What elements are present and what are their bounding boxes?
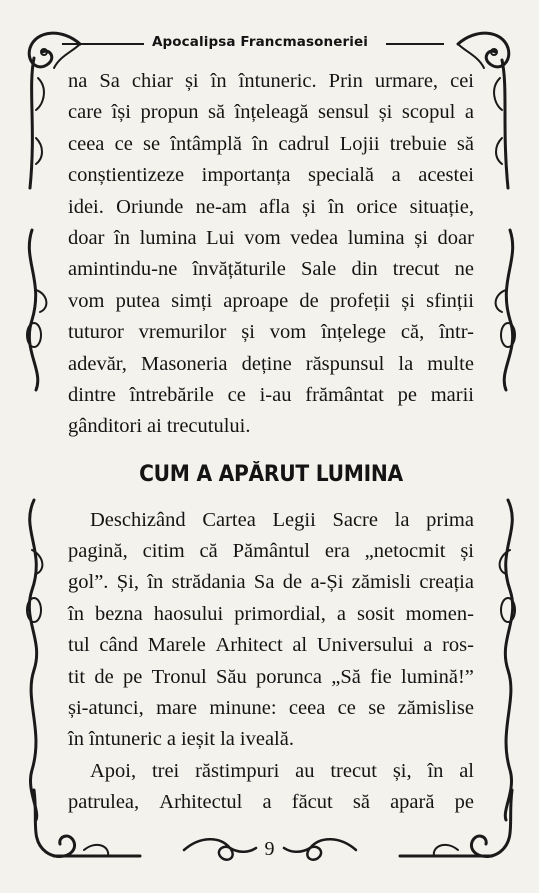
text-line [68, 286, 474, 317]
word: să [207, 101, 226, 124]
word: și [302, 195, 316, 218]
word: își [111, 101, 131, 124]
text-line [68, 192, 474, 223]
word: în [210, 70, 227, 92]
word: primordial, [234, 602, 326, 625]
text-line [68, 787, 474, 818]
word: răspunsul [305, 352, 385, 375]
word: când [99, 634, 139, 657]
word: a [464, 101, 474, 124]
paragraph-3 [68, 756, 474, 819]
word: Marele [147, 634, 206, 657]
word: minune: [209, 697, 277, 720]
word: Lojii [339, 132, 380, 155]
word: na [68, 70, 88, 92]
word: amintindu-ne [68, 258, 178, 281]
word: și [414, 226, 428, 249]
word: înțeleagă [234, 101, 309, 124]
word: al [292, 634, 308, 657]
word: pe [397, 383, 417, 406]
word: în [252, 132, 269, 155]
word: au [295, 759, 315, 782]
word: sensul [317, 101, 370, 124]
word: a-Și [310, 571, 344, 594]
word: marii [430, 383, 474, 406]
word: de [94, 665, 114, 688]
word: se [142, 132, 161, 155]
word: întrebările [129, 383, 214, 406]
word: răstimpuri [195, 759, 280, 782]
word: specială [308, 164, 375, 187]
word: și-atunci, [68, 697, 144, 720]
word: trebuie [389, 132, 447, 155]
word: ce [227, 383, 246, 406]
word: a [423, 634, 433, 657]
word: care [68, 101, 103, 124]
word: doar [437, 226, 474, 249]
word: afla [259, 195, 290, 218]
word: creația [419, 571, 474, 594]
word: apară [390, 791, 435, 814]
word: în [147, 571, 164, 594]
word: mare [156, 697, 198, 720]
word: și [241, 321, 255, 344]
word: porunca [255, 665, 322, 688]
word: în [68, 728, 84, 751]
word: a [336, 602, 346, 625]
paragraph-1 [68, 66, 474, 443]
word: importanța [201, 164, 291, 187]
scroll-ornament-left [10, 230, 60, 820]
word: „netocmit [364, 540, 446, 563]
word: vremurilor [138, 321, 227, 344]
word: urmare, [374, 70, 439, 92]
word: se [368, 697, 386, 720]
word: era [324, 540, 350, 563]
text-line [68, 380, 474, 411]
word: tul [68, 634, 90, 657]
word: înțelege [321, 321, 386, 344]
text-line [68, 254, 474, 285]
word: făcut [291, 791, 333, 814]
word: să [352, 791, 370, 814]
word: cadrul [278, 132, 330, 155]
word: „Să [331, 665, 361, 688]
word: la [394, 508, 410, 531]
body-text [68, 66, 474, 819]
word: situație, [409, 195, 474, 218]
word: pe [454, 791, 474, 814]
word: de [299, 289, 319, 312]
word: ieșit [180, 728, 216, 751]
word: zămislise [397, 697, 474, 720]
word: vom [68, 289, 105, 312]
word: din [351, 258, 378, 281]
word: să [456, 132, 474, 155]
word: în [427, 759, 444, 782]
word: orice [356, 195, 398, 218]
text-line [68, 411, 474, 442]
word: trecutului. [166, 415, 251, 438]
word: doar [68, 226, 105, 249]
word: și [184, 70, 199, 92]
text-line [68, 536, 474, 567]
word: bezna [94, 602, 143, 625]
text-line [68, 662, 474, 693]
word: Sale [300, 258, 337, 281]
word: tuturor [68, 321, 124, 344]
word: dintre [68, 383, 116, 406]
word: trecut [392, 258, 440, 281]
word: în [68, 602, 84, 625]
word: Prin [328, 70, 363, 92]
word: într- [439, 321, 474, 344]
word: că [199, 540, 218, 563]
word: patrulea, [68, 791, 140, 814]
word: simți [171, 289, 213, 312]
word: pe [122, 665, 143, 688]
word: Arhitectul [159, 791, 243, 814]
scroll-ornament-right [482, 230, 532, 820]
word: aproape [223, 289, 289, 312]
page-number: 9 [264, 838, 275, 860]
word: propun [140, 101, 199, 124]
word: al [459, 759, 474, 782]
word: pagină, [68, 540, 128, 563]
word: strădania [171, 571, 246, 594]
text-line [68, 160, 474, 191]
word: în [114, 226, 130, 249]
word: a [262, 791, 272, 814]
word: fie [370, 665, 392, 688]
word: ai [147, 415, 162, 438]
text-line [68, 66, 474, 97]
word: lumina [347, 226, 405, 249]
word: prima [426, 508, 474, 531]
word: învățăturile [192, 258, 286, 281]
word: scopul [401, 101, 456, 124]
word: ne [454, 258, 474, 281]
header-rule-right [386, 43, 444, 45]
word: putea [115, 289, 160, 312]
word: cei [450, 70, 474, 92]
word: gol”. [68, 571, 109, 594]
word: și [401, 289, 415, 312]
text-line [68, 756, 474, 787]
text-line [68, 567, 474, 598]
word: Lui [206, 226, 235, 249]
word: Universului [316, 634, 414, 657]
text-line [68, 693, 474, 724]
paragraph-2 [68, 505, 474, 756]
word: ceea [288, 697, 326, 720]
text-line [68, 223, 474, 254]
word: Apoi, [90, 759, 137, 782]
word: trecut [330, 759, 377, 782]
word: ce [114, 132, 133, 155]
word: că, [400, 321, 425, 344]
text-line [68, 724, 474, 755]
text-line [68, 505, 474, 536]
word: și [460, 540, 474, 563]
word: Arhitect [215, 634, 283, 657]
word: Sacre [332, 508, 378, 531]
word: iveală. [239, 728, 294, 751]
header-title: Apocalipsa Francmasoneriei [152, 34, 368, 50]
word: multe [427, 352, 474, 375]
section-heading: CUM A APĂRUT LUMINA [139, 462, 403, 488]
word: conștientizeze [68, 164, 185, 187]
word: lumina [139, 226, 197, 249]
word: întuneric. [238, 70, 317, 92]
word: lumină!” [401, 665, 474, 688]
word: Cartea [202, 508, 256, 531]
word: tit [68, 665, 86, 688]
word: de [282, 571, 303, 594]
text-line [68, 129, 474, 160]
word: Deschizând [90, 508, 186, 531]
word: ne-am [195, 195, 247, 218]
word: profeții [329, 289, 391, 312]
word: Și, [116, 571, 139, 594]
word: Sa [99, 70, 120, 92]
word: Masoneria [141, 352, 228, 375]
word: deține [241, 352, 292, 375]
word: la [220, 728, 235, 751]
word: și [378, 101, 393, 124]
word: sfinții [426, 289, 474, 312]
word: Legii [272, 508, 316, 531]
word: Său [215, 665, 247, 688]
word: vedea [290, 226, 339, 249]
word: întâmplă [170, 132, 242, 155]
word: sosit [357, 602, 395, 625]
word: citim [142, 540, 185, 563]
word: vom [244, 226, 281, 249]
word: zămisli [351, 571, 412, 594]
word: adevăr, [68, 352, 127, 375]
word: vom [269, 321, 307, 344]
text-line [68, 599, 474, 630]
text-line [68, 97, 474, 128]
word: haosului [153, 602, 224, 625]
word: la [398, 352, 414, 375]
word: ceea [68, 132, 105, 155]
text-line [68, 349, 474, 380]
text-line [68, 630, 474, 661]
word: Pământul [232, 540, 310, 563]
word: frământat [305, 383, 384, 406]
word: gânditori [68, 415, 143, 438]
word: ros- [442, 634, 474, 657]
text-line [68, 317, 474, 348]
word: idei. [68, 195, 104, 218]
word: Sa [253, 571, 275, 594]
word: trei [151, 759, 180, 782]
word: întuneric [88, 728, 162, 751]
word: ce [337, 697, 356, 720]
word: momen- [405, 602, 474, 625]
word: Oriunde [116, 195, 184, 218]
word: a [166, 728, 176, 751]
word: acestei [418, 164, 474, 187]
word: în [328, 195, 345, 218]
word: și, [392, 759, 412, 782]
word: Tronul [151, 665, 207, 688]
word: a [391, 164, 401, 187]
word: chiar [131, 70, 173, 92]
word: i-au [259, 383, 292, 406]
